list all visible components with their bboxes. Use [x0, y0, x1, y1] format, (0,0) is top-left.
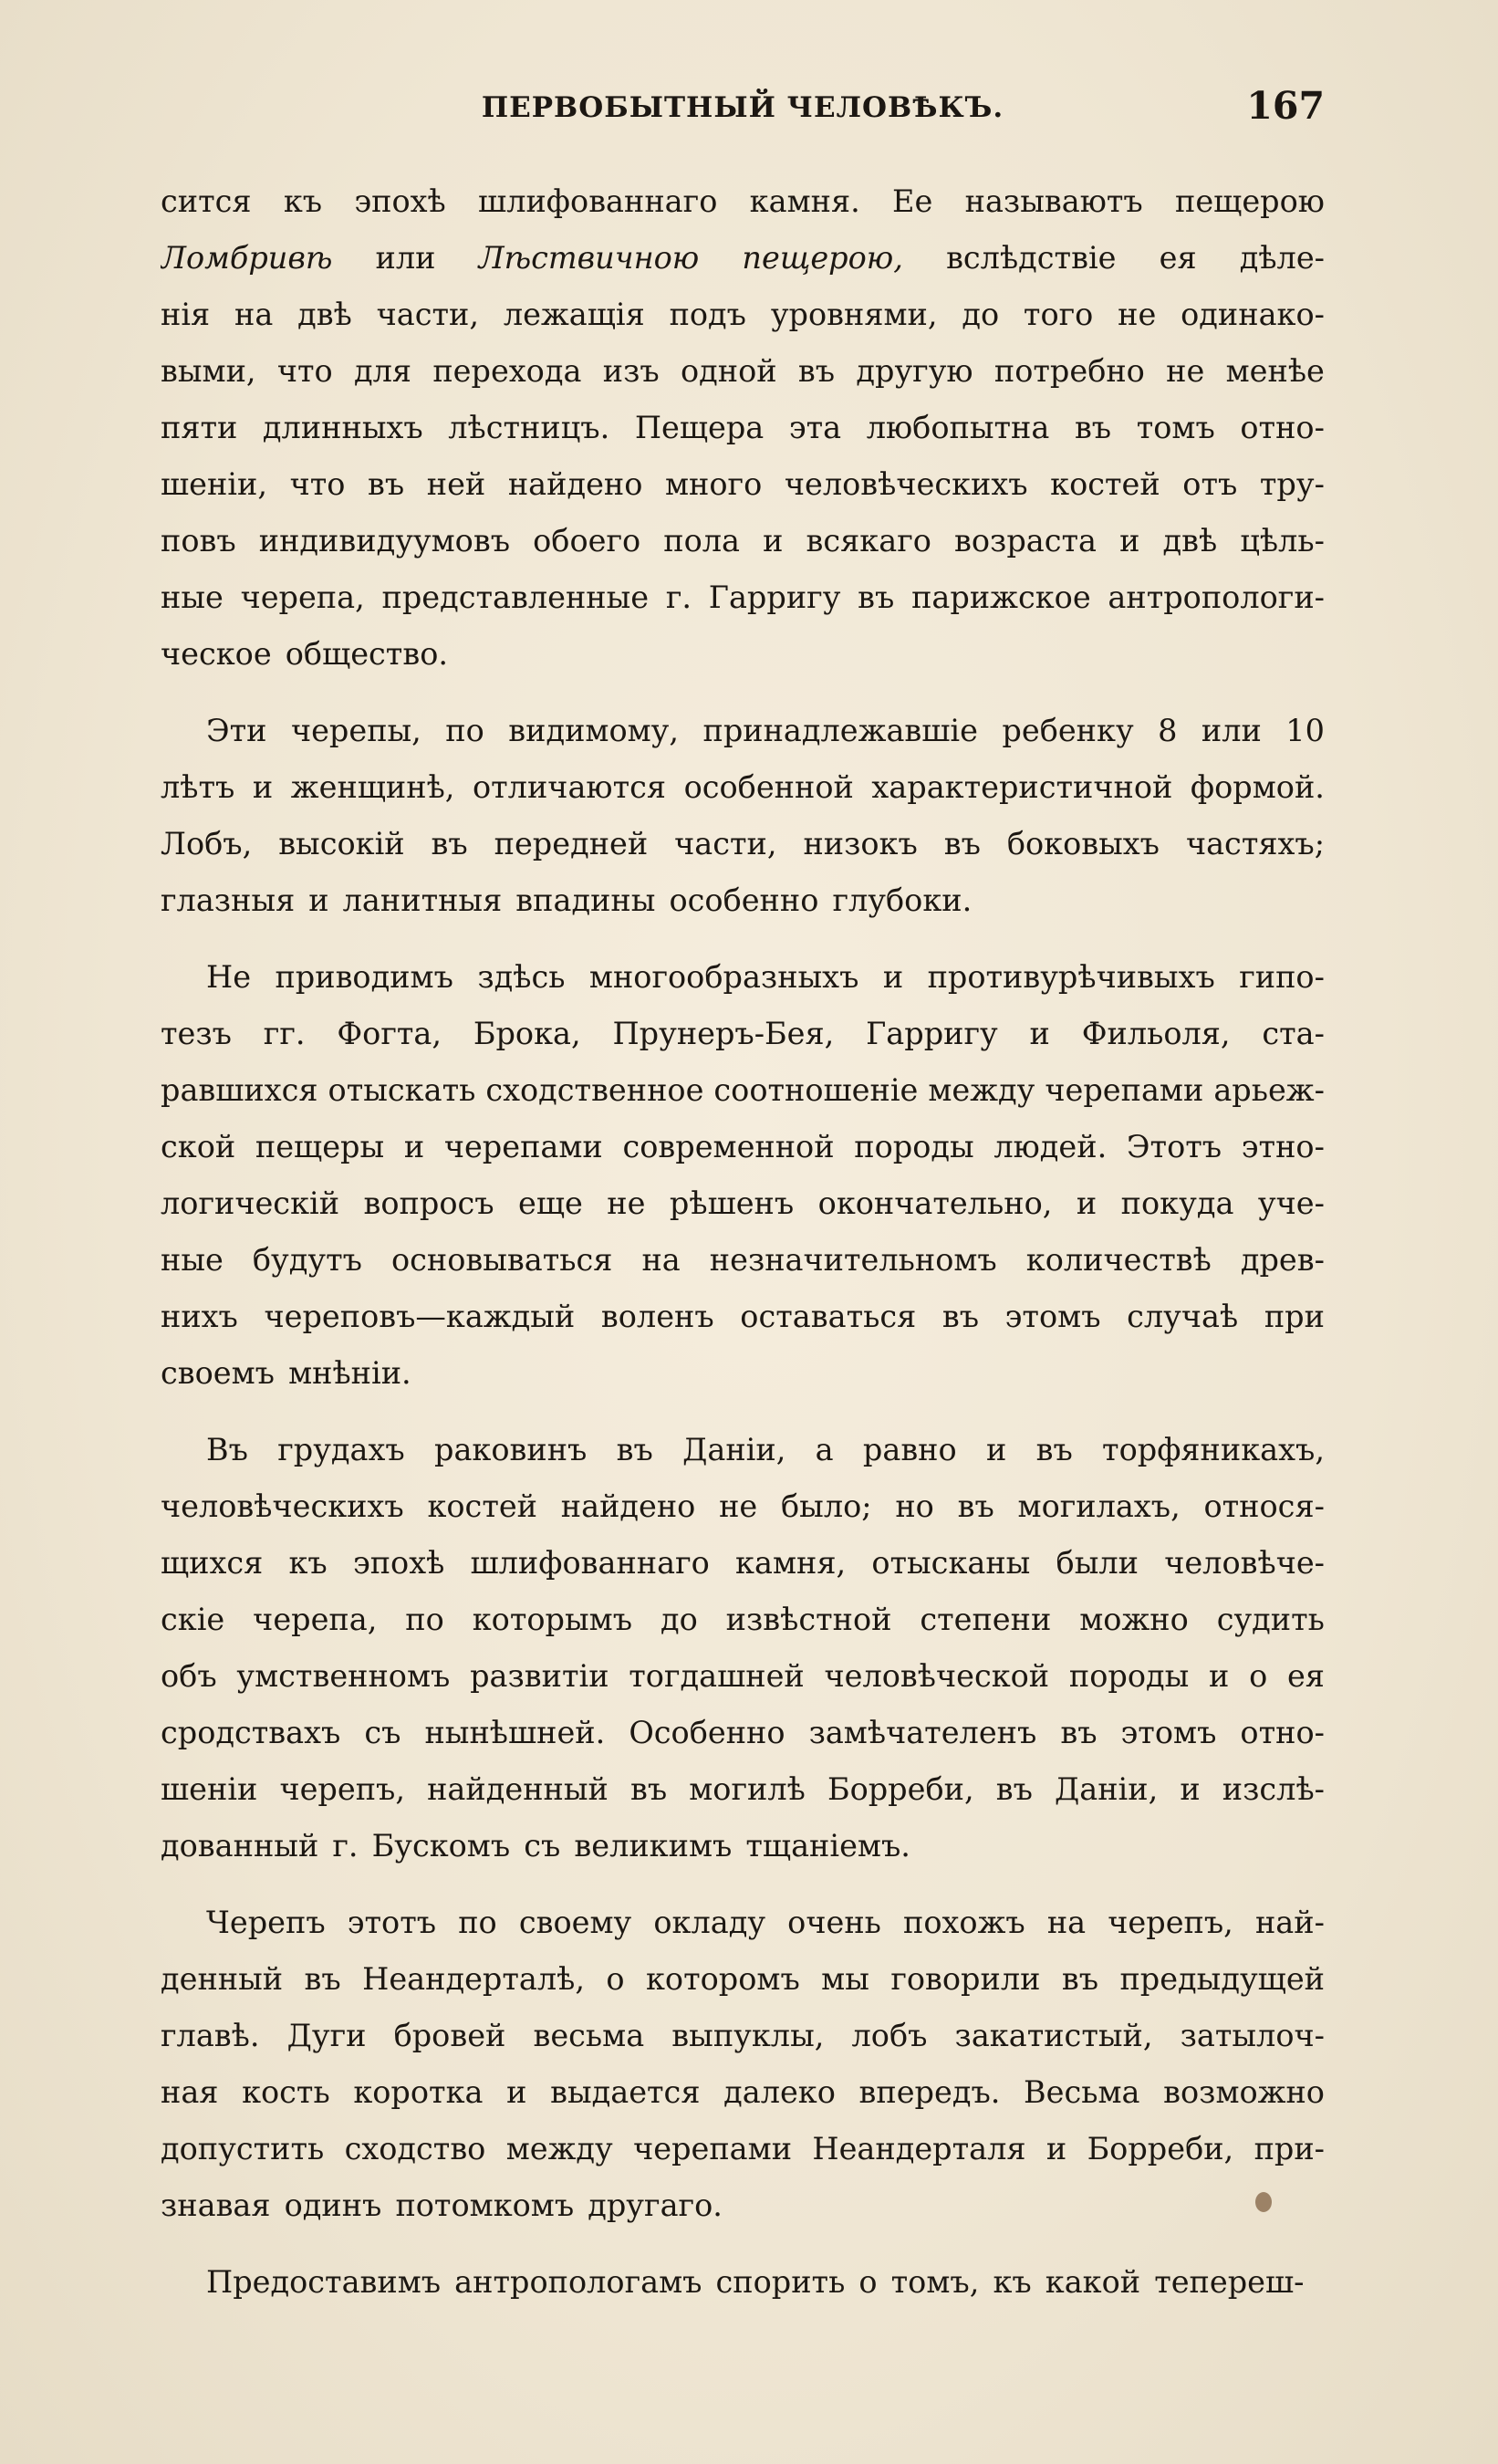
text-line: ческое общество.	[161, 636, 449, 672]
text-line: лѣтъ и женщинѣ, отличаются особенной характеристичной формой.	[161, 769, 1325, 805]
text-line: своемъ мнѣніи.	[161, 1355, 411, 1391]
text-line: тезъ гг. Фогта, Брока, Прунеръ-Бея, Гарригу и Фильоля, ста-	[161, 1016, 1325, 1051]
text-line: нихъ череповъ—каждый воленъ оставаться въ этомъ случаѣ при	[161, 1299, 1325, 1334]
text-line: ные будутъ основываться на незначительномъ количествѣ древ-	[161, 1242, 1325, 1278]
running-title: ПЕРВОБЫТНЫЙ ЧЕЛОВѢКЪ.	[481, 91, 1004, 124]
body-text	[161, 173, 1325, 2331]
text-line: скіе черепа, по которымъ до извѣстной степени можно судить	[161, 1602, 1325, 1637]
text-line: человѣческихъ костей найдено не было; но въ могилахъ, относя-	[161, 1488, 1325, 1524]
text-line: допустить сходство между черепами Неандерталя и Борреби, при-	[161, 2131, 1325, 2166]
text-line: глазныя и ланитныя впадины особенно глубоки.	[161, 882, 973, 918]
text-line: пяти длинныхъ лѣстницъ. Пещера эта любопытна въ томъ отно-	[161, 410, 1325, 445]
paragraph	[161, 173, 1325, 683]
text-line: ные черепа, представленные г. Гарригу въ парижское антропологи-	[161, 579, 1325, 615]
text-line: сится къ эпохѣ шлифованнаго камня. Ее называютъ пещерою	[161, 183, 1325, 219]
paragraph	[161, 949, 1325, 1402]
paragraph	[161, 1422, 1325, 1874]
page-number: 167	[1246, 84, 1325, 128]
text-line: повъ индивидуумовъ обоего пола и всякаго возраста и двѣ цѣль-	[161, 523, 1325, 559]
text-line: главѣ. Дуги бровей весьма выпуклы, лобъ закатистый, затылоч-	[161, 2018, 1325, 2053]
text-line: Предоставимъ антропологамъ спорить о томъ, къ какой теперeш-	[206, 2264, 1305, 2300]
text-line: Лобъ, высокій въ передней части, низокъ въ боковыхъ частяхъ;	[161, 826, 1325, 861]
text-line: Ломбривѣ или Лѣствичною пещерою, вслѣдствіе ея дѣле-	[161, 240, 1325, 276]
text-line: знавая одинъ потомкомъ другаго.	[161, 2187, 723, 2223]
text-line: дованный г. Бускомъ съ великимъ тщаніемъ.	[161, 1828, 910, 1864]
ink-stain	[1255, 2192, 1272, 2212]
text-line: Въ грудахъ раковинъ въ Даніи, а равно и въ торфяникахъ,	[206, 1432, 1325, 1467]
paragraph	[161, 2254, 1325, 2311]
text-line: Черепъ этотъ по своему окладу очень похожъ на черепъ, най-	[206, 1905, 1325, 1940]
paragraph	[161, 703, 1325, 929]
text-line: денный въ Неандерталѣ, о которомъ мы говорили въ предыдущей	[161, 1961, 1325, 1997]
text-line: щихся къ эпохѣ шлифованнаго камня, отысканы были человѣче-	[161, 1545, 1325, 1581]
text-line: Не приводимъ здѣсь многообразныхъ и противурѣчивыхъ гипо-	[206, 959, 1325, 995]
text-line: объ умственномъ развитіи тогдашней человѣческой породы и о ея	[161, 1658, 1325, 1694]
text-line: ской пещеры и черепами современной породы людей. Этотъ этно-	[161, 1129, 1325, 1164]
text-line: ная кость коротка и выдается далеко впередъ. Весьма возможно	[161, 2074, 1325, 2110]
paragraph	[161, 1895, 1325, 2234]
text-line: выми, что для перехода изъ одной въ другую потребно не менѣе	[161, 353, 1325, 389]
text-line: равшихся отыскать сходственное соотношеніе между черепами арьеж-	[161, 1072, 1325, 1108]
text-line: сродствахъ съ нынѣшней. Особенно замѣчателенъ въ этомъ отно-	[161, 1715, 1325, 1750]
text-line: логическій вопросъ еще не рѣшенъ окончательно, и покуда уче-	[161, 1185, 1325, 1221]
text-line: шеніи черепъ, найденный въ могилѣ Борреби, въ Даніи, и изслѣ-	[161, 1771, 1325, 1807]
running-head	[161, 84, 1325, 130]
text-line: нія на двѣ части, лежащія подъ уровнями, до того не одинако-	[161, 297, 1325, 332]
text-line: шеніи, что въ ней найдено много человѣческихъ костей отъ тру-	[161, 466, 1325, 502]
text-line: Эти черепы, по видимому, принадлежавшіе ребенку 8 или 10	[206, 713, 1325, 748]
